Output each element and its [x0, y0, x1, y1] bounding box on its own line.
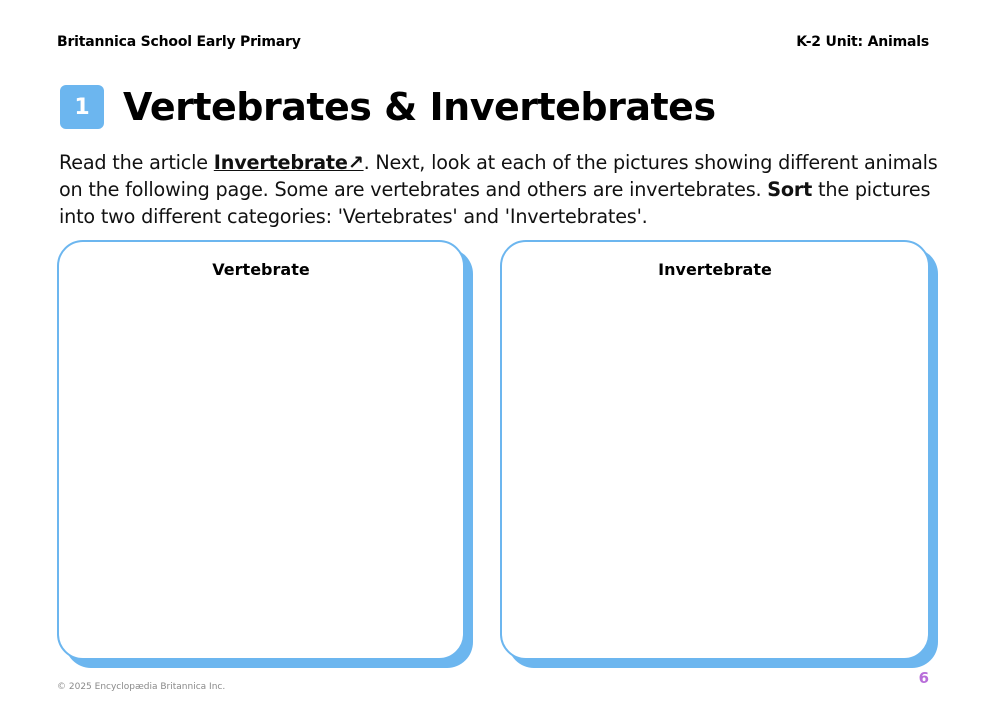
invertebrate-box-area[interactable] [500, 240, 930, 660]
vertebrate-box-label: Vertebrate [212, 260, 310, 279]
vertebrate-sort-box[interactable] [57, 240, 465, 660]
header-school-name: Britannica School Early Primary [57, 34, 301, 50]
instructions-part2: . Next, look at each of the pictures showing different animals on the following page. Some are vertebrates and others are invertebrates. [59, 151, 938, 201]
header-unit-name: K-2 Unit: Animals [796, 34, 929, 50]
instructions-text [59, 149, 939, 230]
footer-copyright: © 2025 Encyclopædia Britannica Inc. [57, 682, 226, 692]
invertebrate-article-link[interactable]: Invertebrate↗ [213, 151, 364, 174]
instructions-part1: Read the article [59, 151, 214, 174]
section-number-badge: 1 [60, 85, 104, 129]
page-number: 6 [918, 669, 929, 687]
instructions-part3: the pictures into two different categories: 'Vertebrates' and 'Invertebrates'. [59, 178, 931, 228]
vertebrate-box-area[interactable] [57, 240, 465, 660]
page-title: Vertebrates & Invertebrates [123, 85, 716, 129]
invertebrate-sort-box[interactable] [500, 240, 930, 660]
invertebrate-box-label: Invertebrate [658, 260, 772, 279]
instructions-sort-word: Sort [767, 178, 813, 201]
